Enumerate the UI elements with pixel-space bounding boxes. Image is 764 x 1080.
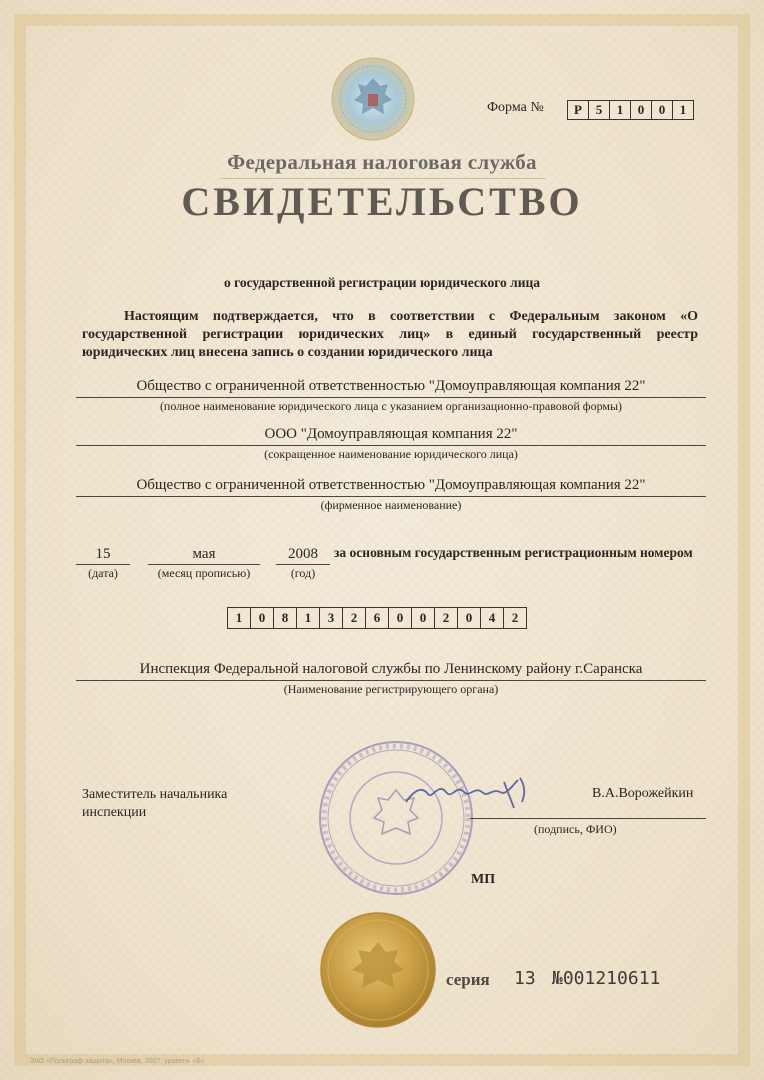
short-name-line [76, 445, 706, 446]
authority-value: Инспекция Федеральной налоговой службы по Ленинскому району г.Саранска [139, 661, 643, 677]
ogrn-cell: 2 [342, 607, 366, 629]
date-month: мая [192, 546, 216, 562]
short-name-caption: (сокращенное наименование юридического лица) [264, 447, 518, 461]
ogrn-cell: 1 [296, 607, 320, 629]
blank-number: №001210611 [552, 968, 661, 989]
ogrn-cell: 0 [457, 607, 481, 629]
date-year: 2008 [288, 546, 318, 562]
form-code-cell: 0 [651, 100, 673, 120]
full-name-value: Общество с ограниченной ответственностью "Домоуправляющая компания 22" [136, 378, 646, 394]
ogrn-cell: 0 [388, 607, 412, 629]
firm-name-value: Общество с ограниченной ответственностью "Домоуправляющая компания 22" [136, 477, 646, 493]
signatory-name: В.А.Ворожейкин [592, 786, 694, 801]
date-year-line [276, 564, 330, 565]
signature-caption: (подпись, ФИО) [534, 822, 617, 836]
registration-number-label: за основным государственным регистрационным номером [334, 545, 693, 560]
signature-line [470, 818, 706, 819]
form-code-cell: 1 [609, 100, 631, 120]
firm-name-line [76, 496, 706, 497]
series-value: 13 [514, 968, 536, 989]
document-subtitle: о государственной регистрации юридического лица [223, 275, 541, 290]
short-name-value: ООО "Домоуправляющая компания 22" [264, 426, 518, 442]
seal-place-label: МП [471, 872, 496, 887]
form-code-cell: 0 [630, 100, 652, 120]
ogrn-cell: 3 [319, 607, 343, 629]
intro-paragraph: Настоящим подтверждается, что в соответствии с Федеральным законом «О государственной регистрации юридических лиц» в единый государственный реестр юридических лиц внесена запись о создании юридического лица [82, 309, 698, 360]
form-number-boxes [568, 100, 694, 120]
ogrn-cell: 4 [480, 607, 504, 629]
document-title: СВИДЕТЕЛЬСТВО [181, 179, 583, 224]
printer-note: ЗАО «Полиграф-защита», Москва, 2007, уровень «Б» [30, 1058, 205, 1065]
official-stamp-icon [316, 738, 476, 898]
ogrn-cell: 0 [250, 607, 274, 629]
signature-icon [400, 772, 540, 812]
firm-name-caption: (фирменное наименование) [320, 498, 462, 512]
ogrn-cell: 8 [273, 607, 297, 629]
date-day-line [76, 564, 130, 565]
full-name-caption: (полное наименование юридического лица с указанием организационно-правовой формы) [159, 399, 623, 413]
form-code-cell: Р [567, 100, 589, 120]
ogrn-boxes [228, 607, 527, 629]
form-code-cell: 1 [672, 100, 694, 120]
form-number-label: Форма № [487, 100, 544, 115]
date-month-line [148, 564, 260, 565]
full-name-line [76, 397, 706, 398]
ogrn-cell: 1 [227, 607, 251, 629]
ogrn-cell: 6 [365, 607, 389, 629]
emblem-hologram-icon [330, 56, 416, 142]
signatory-title: Заместитель начальника инспекции [82, 787, 228, 820]
date-month-caption: (месяц прописью) [157, 566, 251, 580]
form-code-cell: 5 [588, 100, 610, 120]
agency-title: Федеральная налоговая служба [227, 150, 537, 174]
date-day-caption: (дата) [88, 566, 118, 580]
date-year-caption: (год) [290, 566, 316, 580]
ogrn-cell: 2 [503, 607, 527, 629]
ogrn-cell: 0 [411, 607, 435, 629]
ogrn-cell: 2 [434, 607, 458, 629]
authority-caption: (Наименование регистрирующего органа) [283, 682, 499, 696]
date-day: 15 [95, 546, 111, 562]
authority-line [76, 680, 706, 681]
gold-seal-icon [318, 910, 438, 1030]
series-label: серия [446, 970, 490, 989]
